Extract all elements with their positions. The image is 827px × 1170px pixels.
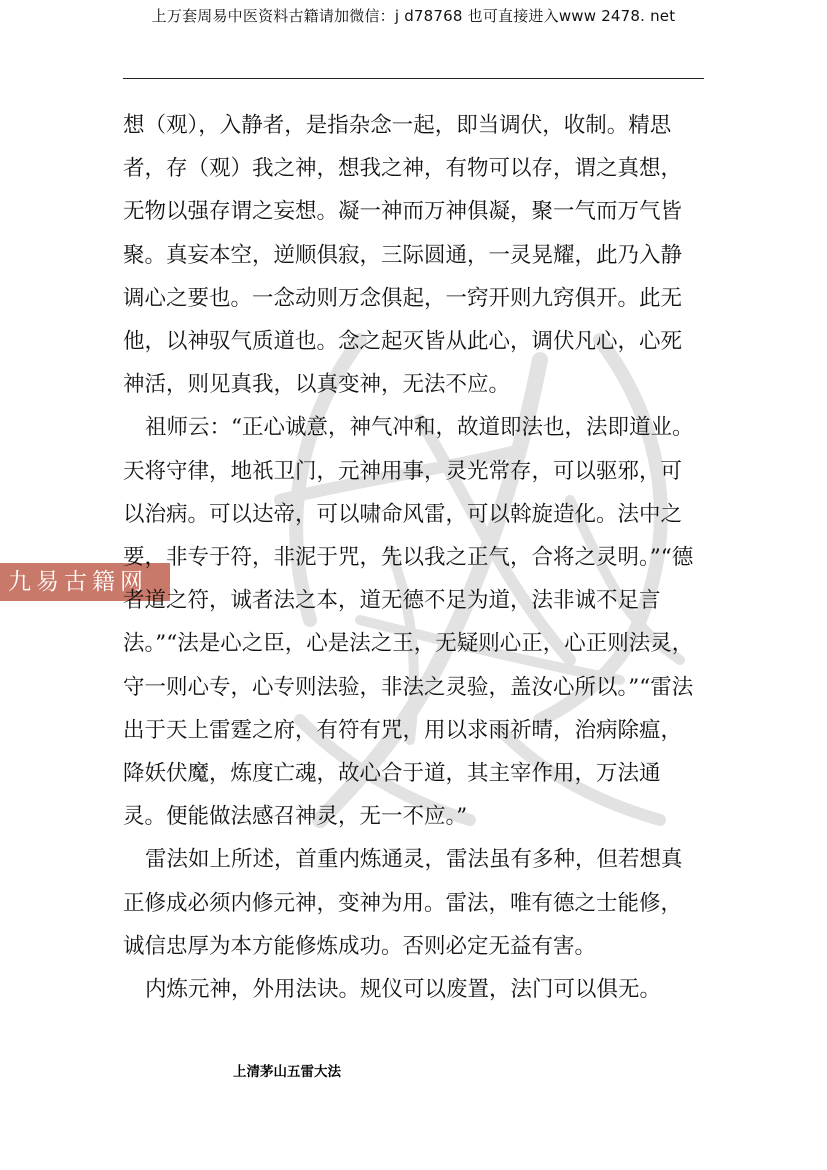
header-rule (123, 78, 704, 79)
page-header: 上万套周易中医资料古籍请加微信：j d78768 也可直接进入www 2478. net (151, 7, 676, 25)
side-logo: 九易古籍网 (0, 563, 170, 601)
article-body (123, 104, 703, 1011)
paragraph-1: 想（观），入静者，是指杂念一起，即当调伏，收制。精思者，存（观）我之神，想我之神，有物可以存，谓之真想，无物以强存谓之妄想。凝一神而万神俱凝，聚一气而万气皆聚。真妄本空，逆顺俱寂，三际圆通，一灵晃耀，此乃入静调心之要也。一念动则万念俱起，一窍开则九窍俱开。此无他，以神驭气质道也。念之起灭皆从此心，调伏凡心，心死神活，则见真我，以真变神，无法不应。 (123, 113, 683, 398)
paragraph-2: 祖师云：“正心诚意，神气冲和，故道即法也，法即道业。天将守律，地祇卫门，元神用事，灵光常存，可以驱邪，可以治病。可以达帝，可以啸命风雷，可以斡旋造化。法中之要，非专于符，非泥于咒，先以我之正气，合将之灵明。”“德者道之符，诚者法之本，道无德不足为道，法非诚不足言法。”“法是心之臣，心是法之王，无疑则心正，心正则法灵，守一则心专，心专则法验，非法之灵验，盖汝心所以。”“雷法出于天上雷霆之府，有符有咒，用以求雨祈晴，治病除瘟，降妖伏魔，炼度亡魂，故心合于道，其主宰作用，万法通灵。便能做法感召神灵，无一不应。” (123, 415, 694, 830)
paragraph-3: 雷法如上所述，首重内炼通灵，雷法虽有多种，但若想真正修成必须内修元神，变神为用。雷法，唯有德之士能修，诚信忠厚为本方能修炼成功。否则必定无益有害。 (123, 847, 683, 959)
page-footer-title: 上清茅山五雷大法 (233, 1064, 341, 1080)
paragraph-4: 内炼元神，外用法诀。规仪可以废置，法门可以俱无。 (145, 977, 662, 1003)
